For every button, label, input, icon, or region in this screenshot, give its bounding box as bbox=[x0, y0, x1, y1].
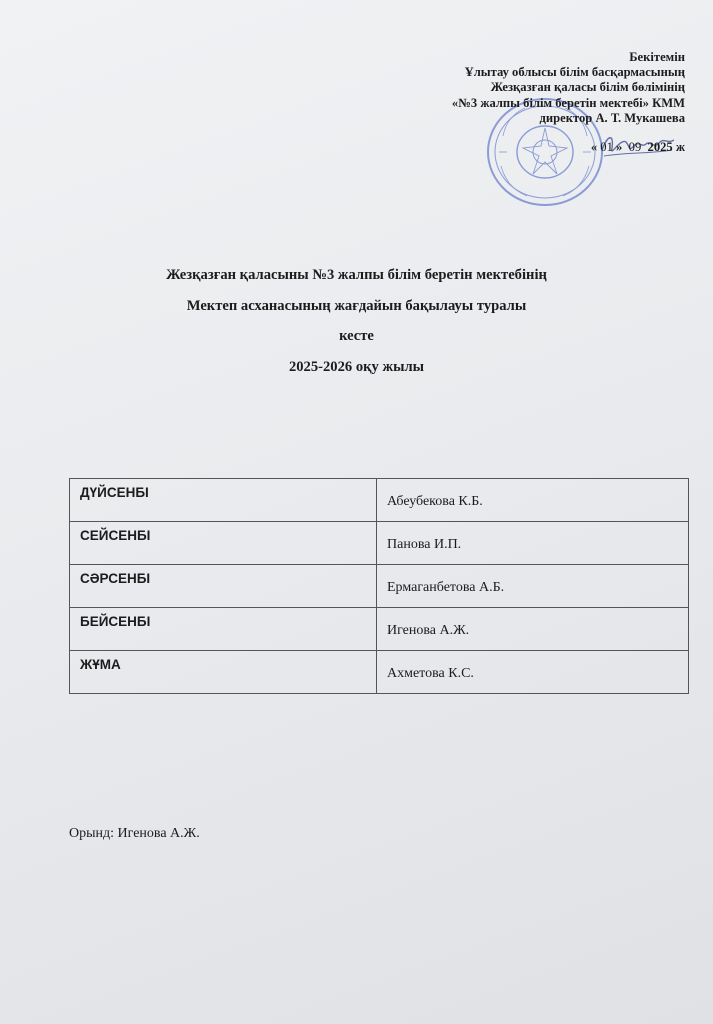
approval-org-line3: «№3 жалпы білім беретін мектебі» КММ bbox=[451, 95, 685, 110]
day-cell: ЖҰМА bbox=[70, 651, 377, 694]
approval-org-line1: Ұлытау облысы білім басқармасының bbox=[464, 65, 685, 80]
title-subject: Мектеп асханасының жағдайын бақылауы туралы bbox=[186, 297, 527, 314]
table-row bbox=[70, 651, 689, 694]
person-cell: Абеубекова К.Б. bbox=[377, 479, 689, 522]
date-day: 01 bbox=[600, 140, 613, 155]
date-close-quote: » bbox=[616, 140, 623, 155]
approval-block bbox=[355, 50, 685, 155]
approval-heading: Бекітемін bbox=[629, 50, 685, 64]
table-row bbox=[70, 565, 689, 608]
person-cell: Ермаганбетова А.Б. bbox=[377, 565, 689, 608]
executor-note: Орынд: Игенова А.Ж. bbox=[69, 826, 200, 841]
duty-schedule-table bbox=[69, 478, 689, 694]
person-cell: Панова И.П. bbox=[377, 522, 689, 565]
title-type: кесте bbox=[339, 328, 374, 345]
title-year: 2025-2026 оқу жылы bbox=[288, 358, 425, 375]
person-cell: Ахметова К.С. bbox=[377, 651, 689, 694]
approval-date bbox=[355, 140, 685, 155]
person-cell: Игенова А.Ж. bbox=[377, 608, 689, 651]
day-cell: БЕЙСЕНБІ bbox=[70, 608, 377, 651]
table-row bbox=[70, 522, 689, 565]
day-cell: СӘРСЕНБІ bbox=[70, 565, 377, 608]
title-school: Жезқазған қаласыны №3 жалпы білім беретін мектебінің bbox=[166, 267, 547, 283]
date-year: 2025 ж bbox=[647, 140, 685, 155]
date-month: 09 bbox=[628, 140, 642, 155]
approval-org-line2: Жезқазған қаласы білім бөлімінің bbox=[490, 80, 685, 95]
table-row bbox=[70, 608, 689, 651]
document-title bbox=[0, 267, 713, 389]
table-row bbox=[70, 479, 689, 522]
day-cell: СЕЙСЕНБІ bbox=[70, 522, 377, 565]
day-cell: ДҮЙСЕНБІ bbox=[70, 479, 377, 522]
date-open-quote: « bbox=[590, 140, 598, 155]
approval-director: директор А. Т. Мукашева bbox=[539, 110, 685, 125]
